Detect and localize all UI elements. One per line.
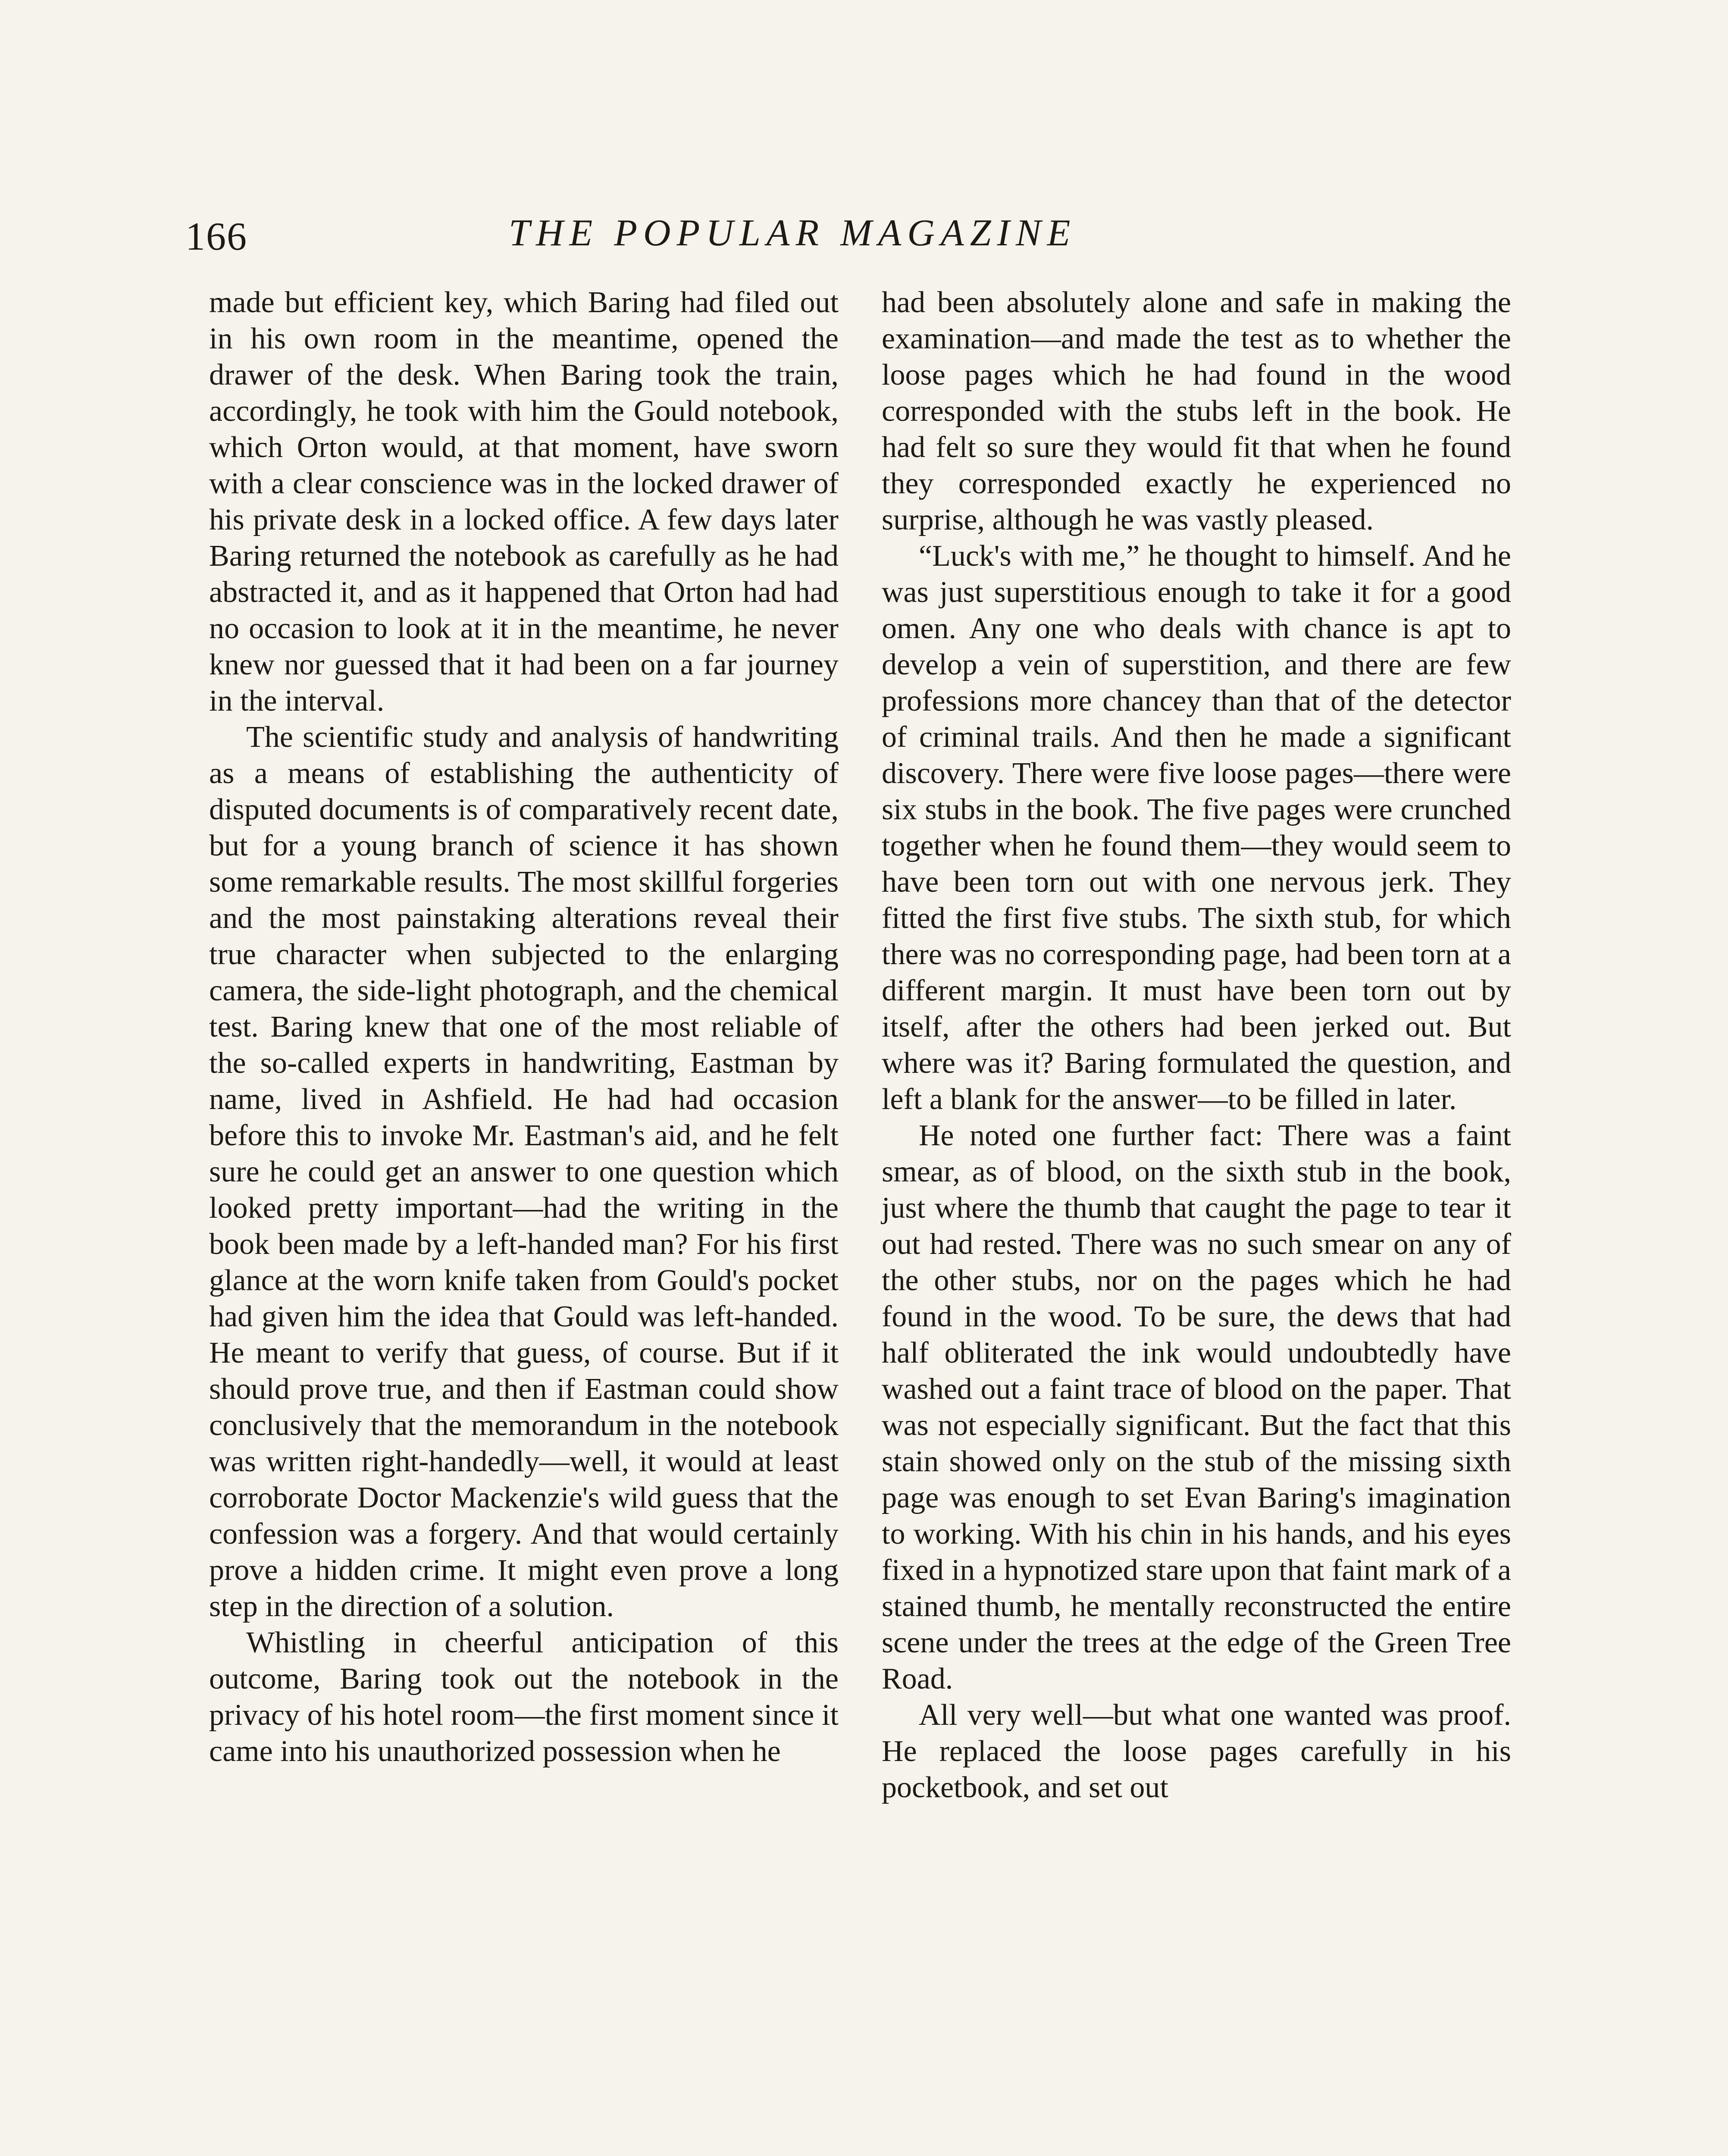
running-head: THE POPULAR MAGAZINE: [509, 212, 1077, 254]
page-number: 166: [185, 214, 247, 258]
right-column: [882, 285, 1511, 2156]
left-column: [209, 285, 839, 2156]
paragraph: The scientific study and analysis of handwriting as a means of establishing the authenticity of disputed documents is of comparatively recent date, but for a young branch of science it has shown some remarkable results. The most skillful forgeries and the most painstaking alterations reveal their true character when subjected to the enlarging camera, the side-light photograph, and the chemical test. Baring knew that one of the most reliable of the so-called experts in handwriting, Eastman by name, lived in Ashfield. He had had occasion before this to invoke Mr. Eastman's aid, and he felt sure he could get an answer to one question which looked pretty important—had the writing in the book been made by a left-handed man? For his first glance at the worn knife taken from Gould's pocket had given him the idea that Gould was left-handed. He meant to verify that guess, of course. But if it should prove true, and then if Eastman could show conclusively that the memorandum in the notebook was written right-handedly—well, it would at least corroborate Doctor Mackenzie's wild guess that the confession was a forgery. And that would certainly prove a hidden crime. It might even prove a long step in the direction of a solution.: [209, 721, 839, 1623]
paragraph: “Luck's with me,” he thought to himself. And he was just superstitious enough to take it for a good omen. Any one who deals with chance is apt to develop a vein of superstition, and there are few professions more chancey than that of the detector of criminal trails. And then he made a significant discovery. There were five loose pages—there were six stubs in the book. The five pages were crunched together when he found them—they would seem to have been torn out with one nervous jerk. They fitted the first five stubs. The sixth stub, for which there was no corresponding page, had been torn at a different margin. It must have been torn out by itself, after the others had been jerked out. But where was it? Baring formulated the question, and left a blank for the answer—to be filled in later.: [882, 539, 1511, 1116]
paragraph: Whistling in cheerful anticipation of this outcome, Baring took out the notebook in the privacy of his hotel room—the first moment since it came into his unauthorized possession when he: [209, 1626, 839, 1768]
paragraph: made but efficient key, which Baring had filed out in his own room in the meantime, opened the drawer of the desk. When Baring took the train, accordingly, he took with him the Gould notebook, which Orton would, at that moment, have sworn with a clear conscience was in the locked drawer of his private desk in a locked office. A few days later Baring returned the notebook as carefully as he had abstracted it, and as it happened that Orton had had no occasion to look at it in the meantime, he never knew nor guessed that it had been on a far journey in the interval.: [209, 286, 839, 718]
paragraph: had been absolutely alone and safe in making the examination—and made the test as to whether the loose pages which he had found in the wood corresponded with the stubs left in the book. He had felt so sure they would fit that when he found they corresponded exactly he experienced no surprise, although he was vastly pleased.: [882, 286, 1511, 536]
paragraph: He noted one further fact: There was a faint smear, as of blood, on the sixth stub in the book, just where the thumb that caught the page to tear it out had rested. There was no such smear on any of the other stubs, nor on the pages which he had found in the wood. To be sure, the dews that had half obliterated the ink would undoubtedly have washed out a faint trace of blood on the paper. That was not especially significant. But the fact that this stain showed only on the stub of the missing sixth page was enough to set Evan Baring's imagination to working. With his chin in his hands, and his eyes fixed in a hypnotized stare upon that faint mark of a stained thumb, he mentally reconstructed the entire scene under the trees at the edge of the Green Tree Road.: [882, 1119, 1511, 1695]
paragraph: All very well—but what one wanted was proof. He replaced the loose pages carefully in his pocketbook, and set out: [882, 1698, 1511, 1804]
